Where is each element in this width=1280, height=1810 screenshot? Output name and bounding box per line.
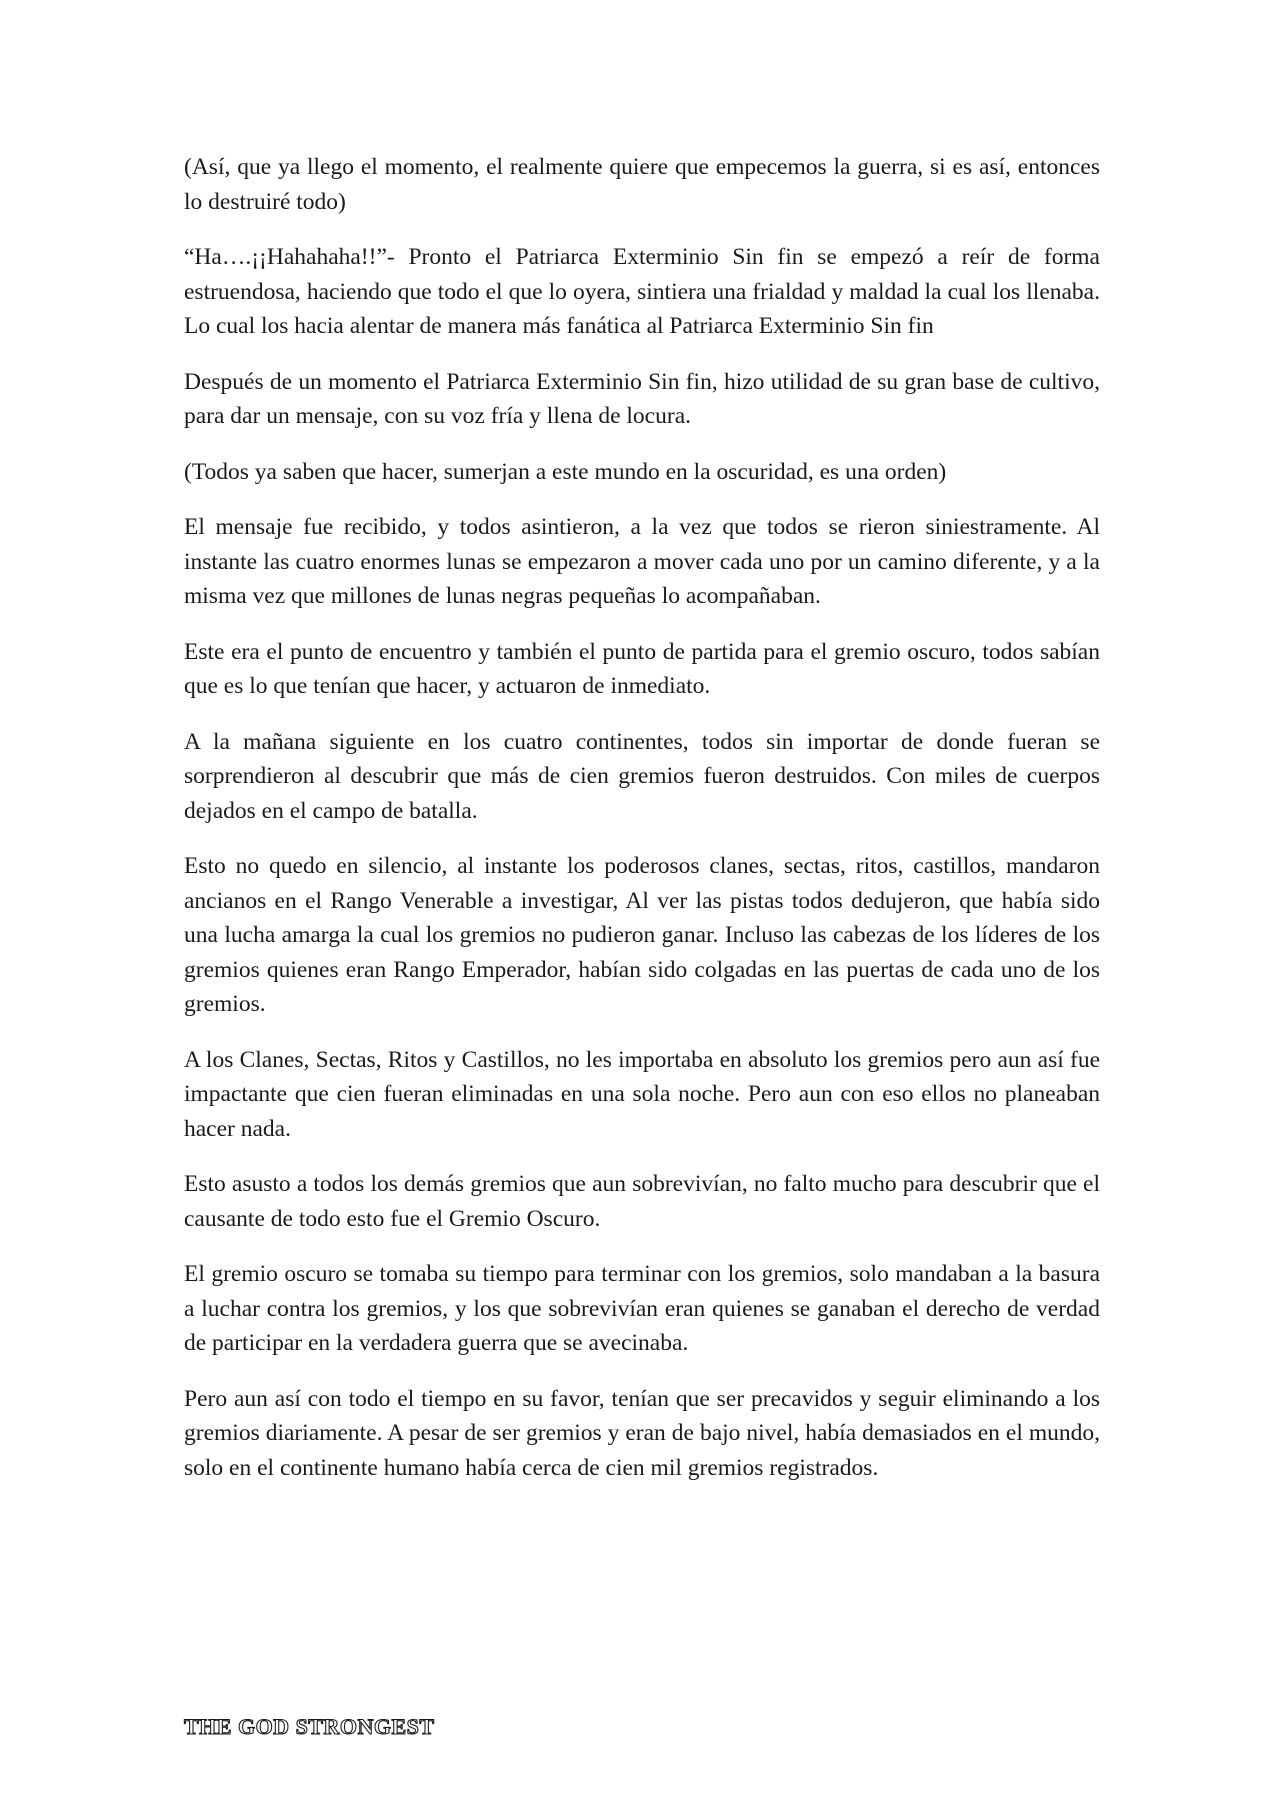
footer-title: THE GOD STRONGEST	[184, 1714, 435, 1739]
paragraph-4: (Todos ya saben que hacer, sumerjan a este mundo en la oscuridad, es una orden)	[184, 458, 947, 485]
paragraph-6: Este era el punto de encuentro y también el punto de partida para el gremio oscuro, todos sabían que es lo que tenían que hacer, y actuaron de inmediato.	[184, 638, 1100, 699]
paragraph-3: Después de un momento el Patriarca Exterminio Sin fin, hizo utilidad de su gran base de cultivo, para dar un mensaje, con su voz fría y llena de locura.	[184, 368, 1100, 429]
paragraph-10: Esto asusto a todos los demás gremios que aun sobrevivían, no falto mucho para descubrir que el causante de todo esto fue el Gremio Oscuro.	[184, 1171, 1100, 1232]
paragraph-12: Pero aun así con todo el tiempo en su favor, tenían que ser precavidos y seguir eliminando a los gremios diariamente. A pesar de ser gremios y eran de bajo nivel, había demasiados en el mundo, solo en el continente humano había cerca de cien mil gremios registrados.	[184, 1385, 1100, 1481]
paragraph-2: “Ha….¡¡Hahahaha!!”- Pronto el Patriarca Exterminio Sin fin se empezó a reír de forma estruendosa, haciendo que todo el que lo oyera, sintiera una frialdad y maldad la cual los llenaba. Lo cual los hacia alentar de manera más fanática al Patriarca Exterminio Sin fin	[184, 244, 1100, 339]
paragraph-8: Esto no quedo en silencio, al instante los poderosos clanes, sectas, ritos, castillos, mandaron ancianos en el Rango Venerable a investigar, Al ver las pistas todos dedujeron, que había sido una lucha amarga la cual los gremios no pudieron ganar. Incluso las cabezas de los líderes de los gremios quienes eran Rango Emperador, habían sido colgadas en las puertas de cada uno de los gremios.	[184, 853, 1100, 1017]
paragraph-11: El gremio oscuro se tomaba su tiempo para terminar con los gremios, solo mandaban a la basura a luchar contra los gremios, y los que sobrevivían eran quienes se ganaban el derecho de verdad de participar en la verdadera guerra que se avecinaba.	[184, 1261, 1100, 1356]
paragraph-5: El mensaje fue recibido, y todos asintieron, a la vez que todos se rieron siniestramente. Al instante las cuatro enormes lunas se empezaron a mover cada uno por un camino diferente, y a la misma vez que millones de lunas negras pequeñas lo acompañaban.	[184, 514, 1100, 609]
paragraph-1: (Así, que ya llego el momento, el realmente quiere que empecemos la guerra, si es así, entonces lo destruiré todo)	[184, 154, 1100, 215]
paragraph-7: A la mañana siguiente en los cuatro continentes, todos sin importar de donde fueran se sorprendieron al descubrir que más de cien gremios fueron destruidos. Con miles de cuerpos dejados en el campo de batalla.	[184, 728, 1100, 824]
paragraph-9: A los Clanes, Sectas, Ritos y Castillos, no les importaba en absoluto los gremios pero aun así fue impactante que cien fueran eliminadas en una sola noche. Pero aun con eso ellos no planeaban hacer nada.	[184, 1046, 1100, 1142]
body-text	[184, 150, 1100, 1506]
